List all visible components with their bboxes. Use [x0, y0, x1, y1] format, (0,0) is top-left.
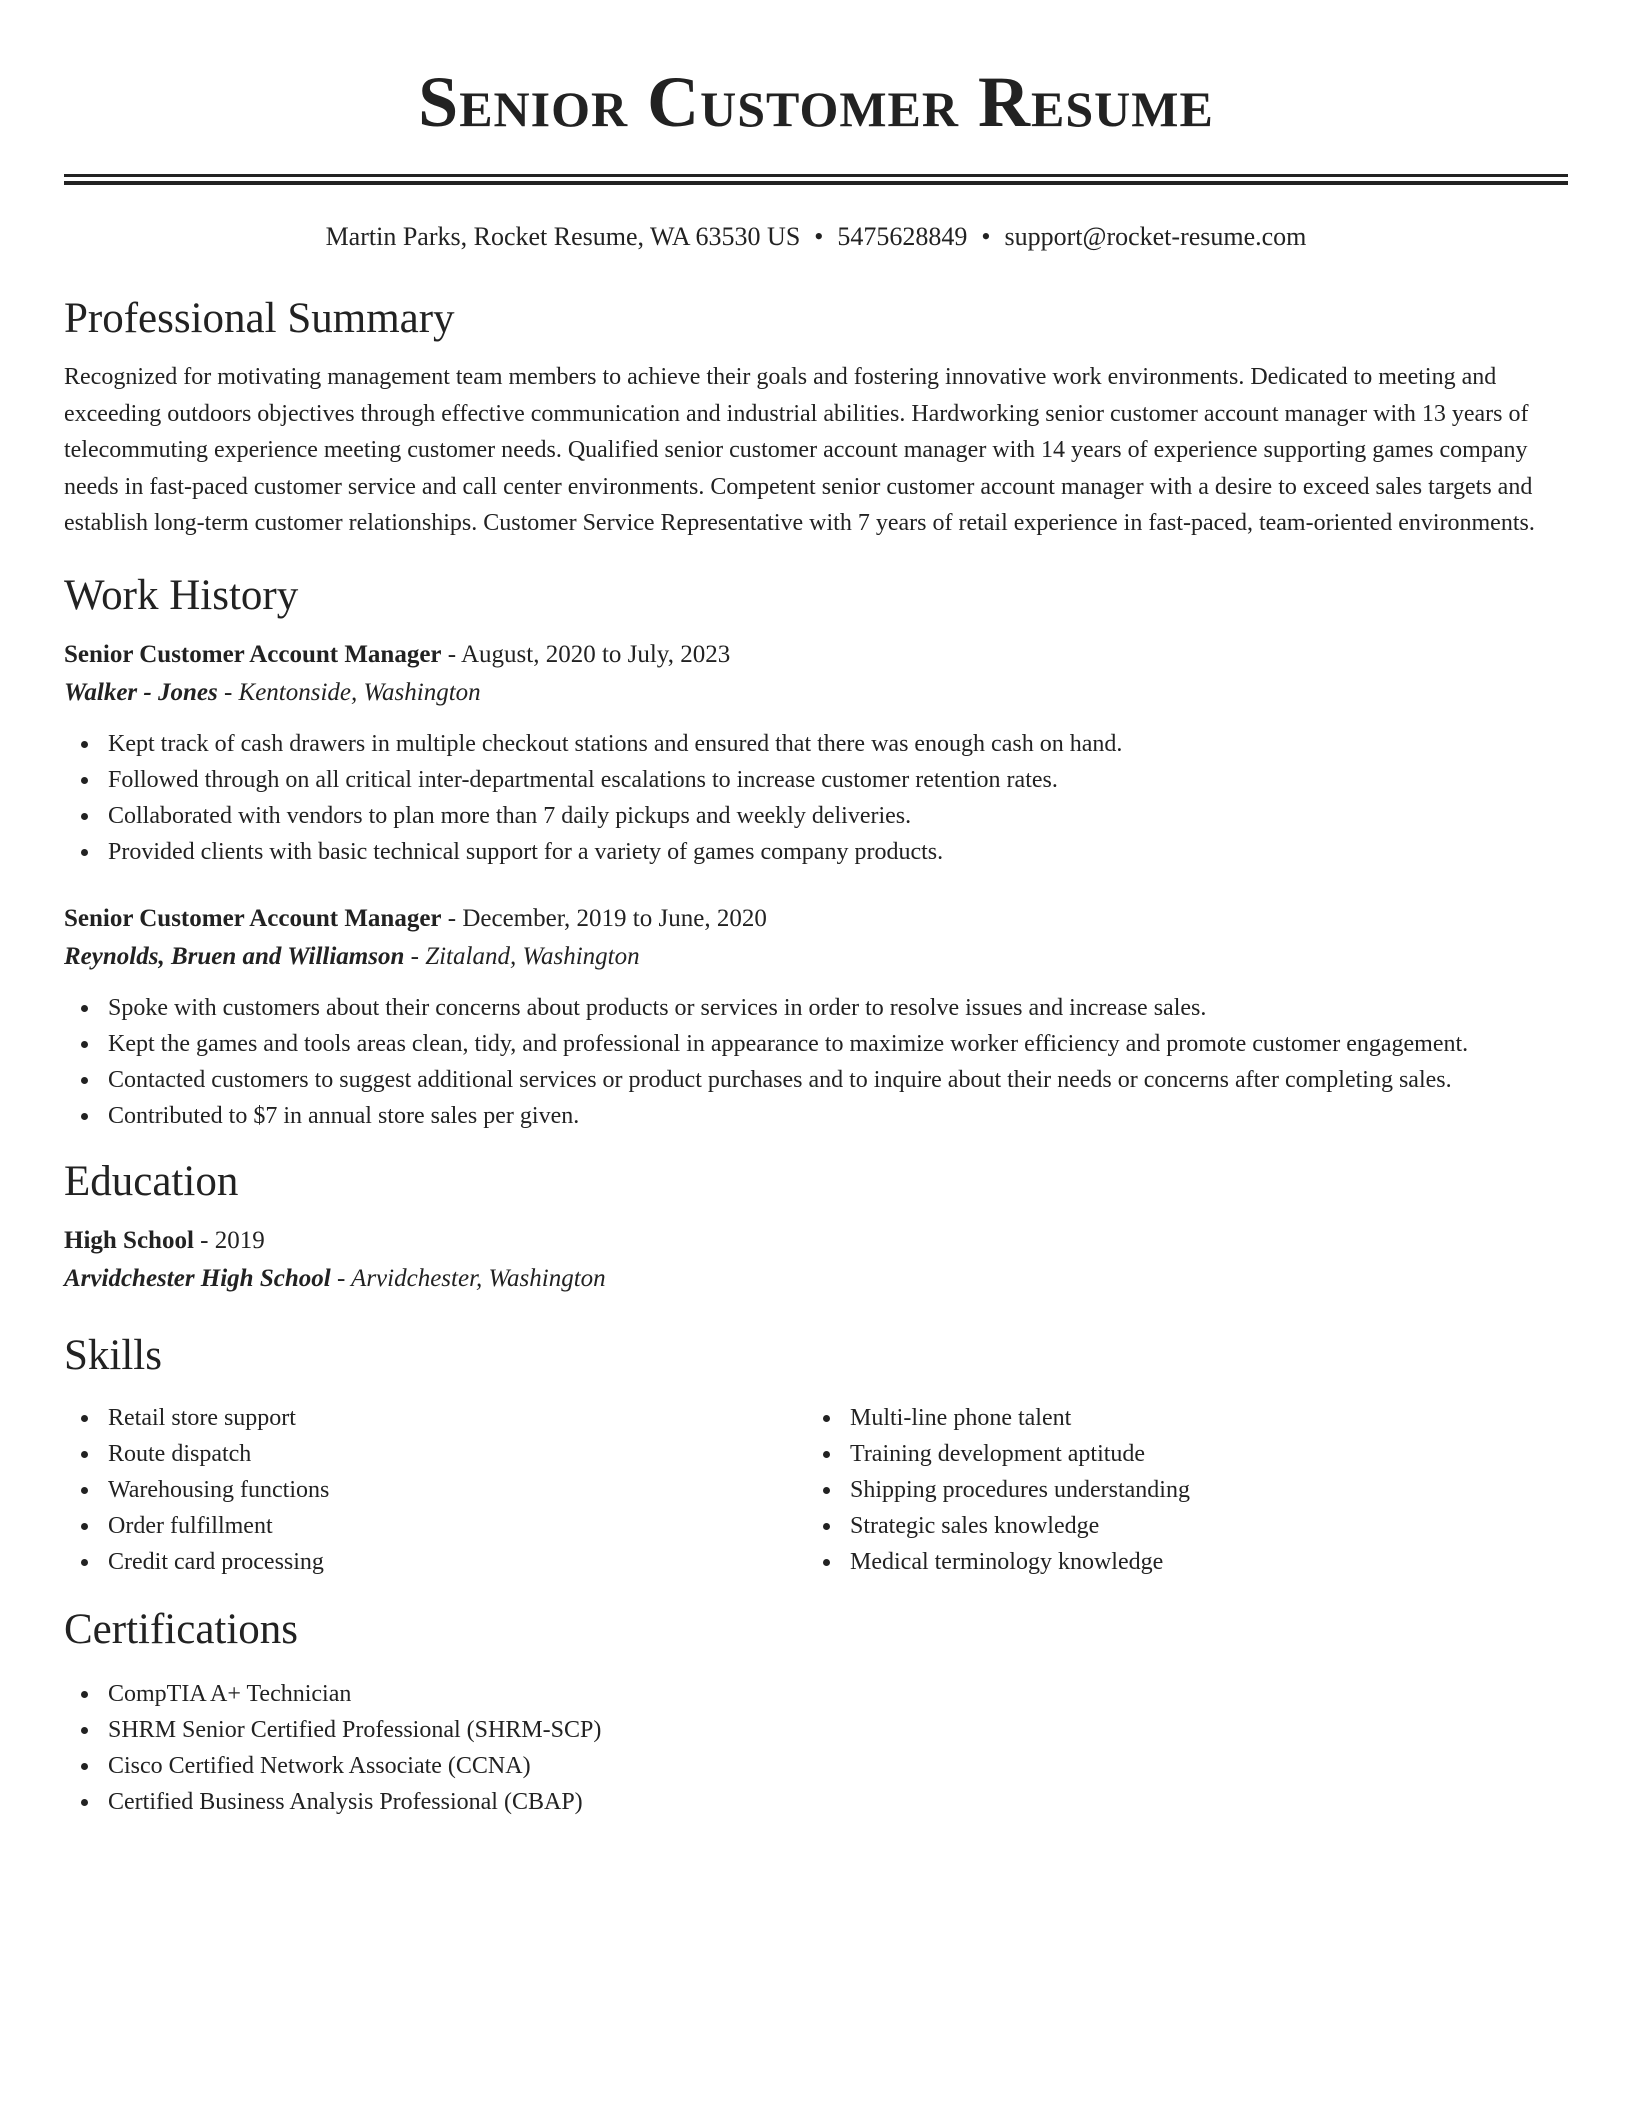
- job-title-line: [64, 636, 1568, 674]
- list-item: Cisco Certified Network Associate (CCNA): [64, 1748, 1568, 1784]
- job-employer: Reynolds, Bruen and Williamson: [64, 942, 405, 970]
- list-item: Certified Business Analysis Professional (CBAP): [64, 1784, 1568, 1820]
- job-employer-line: [64, 674, 1568, 712]
- work-history-section: [64, 570, 1568, 1134]
- section-heading-skills: Skills: [64, 1331, 162, 1379]
- list-item: Order fulfillment: [64, 1508, 806, 1544]
- job-employer: Walker - Jones: [64, 678, 218, 706]
- education-section: [64, 1156, 1568, 1298]
- job-dates: - December, 2019 to June, 2020: [441, 904, 767, 932]
- list-item: Route dispatch: [64, 1436, 806, 1472]
- list-item: Medical terminology knowledge: [806, 1544, 1548, 1580]
- list-item: Multi-line phone talent: [806, 1400, 1548, 1436]
- list-item: Followed through on all critical inter-departmental escalations to increase customer retention rates.: [64, 762, 1568, 798]
- list-item: Credit card processing: [64, 1544, 806, 1580]
- school-line: [64, 1260, 1568, 1298]
- list-item: Contributed to $7 in annual store sales per given.: [64, 1098, 1568, 1134]
- job-entry: [64, 900, 1568, 1134]
- school-location: - Arvidchester, Washington: [330, 1264, 606, 1292]
- resume-title: Senior Customer Resume: [418, 62, 1214, 142]
- skills-column-left: [64, 1400, 806, 1580]
- section-heading-education: Education: [64, 1157, 239, 1205]
- list-item: Provided clients with basic technical support for a variety of games company products.: [64, 834, 1568, 870]
- school-name: Arvidchester High School: [64, 1264, 331, 1292]
- job-dates: - August, 2020 to July, 2023: [441, 640, 731, 668]
- section-heading-work: Work History: [64, 571, 299, 619]
- contact-address: Martin Parks, Rocket Resume, WA 63530 US: [325, 222, 801, 251]
- list-item: Contacted customers to suggest additional services or product purchases and to inquire about their needs or concerns after completing sales.: [64, 1062, 1568, 1098]
- job-bullets: [64, 726, 1568, 870]
- degree-line: [64, 1222, 1568, 1260]
- professional-summary-section: [64, 293, 1568, 542]
- job-entry: [64, 636, 1568, 870]
- contact-separator: •: [814, 222, 824, 251]
- list-item: Kept track of cash drawers in multiple checkout stations and ensured that there was enough cash on hand.: [64, 726, 1568, 762]
- list-item: Kept the games and tools areas clean, tidy, and professional in appearance to maximize worker efficiency and promote customer engagement.: [64, 1026, 1568, 1062]
- list-item: CompTIA A+ Technician: [64, 1676, 1568, 1712]
- contact-phone: 5475628849: [837, 222, 968, 251]
- list-item: Collaborated with vendors to plan more than 7 daily pickups and weekly deliveries.: [64, 798, 1568, 834]
- skills-column-right: [806, 1400, 1548, 1580]
- job-location: - Kentonside, Washington: [217, 678, 481, 706]
- job-employer-line: [64, 938, 1568, 976]
- certifications-list: [64, 1676, 1568, 1820]
- list-item: Shipping procedures understanding: [806, 1472, 1548, 1508]
- education-entry: [64, 1222, 1568, 1298]
- list-item: Warehousing functions: [64, 1472, 806, 1508]
- contact-separator: •: [981, 222, 991, 251]
- job-title-line: [64, 900, 1568, 938]
- job-bullets: [64, 990, 1568, 1134]
- job-location: - Zitaland, Washington: [404, 942, 640, 970]
- contact-line: [64, 219, 1568, 255]
- skills-grid: [64, 1400, 1568, 1580]
- skills-section: [64, 1330, 1568, 1580]
- section-heading-certifications: Certifications: [64, 1605, 299, 1653]
- contact-email: support@rocket-resume.com: [1004, 222, 1307, 251]
- list-item: Training development aptitude: [806, 1436, 1548, 1472]
- job-title: Senior Customer Account Manager: [64, 904, 442, 932]
- list-item: Spoke with customers about their concerns about products or services in order to resolve issues and increase sales.: [64, 990, 1568, 1026]
- list-item: SHRM Senior Certified Professional (SHRM-SCP): [64, 1712, 1568, 1748]
- section-heading-summary: Professional Summary: [64, 295, 455, 342]
- graduation-year: - 2019: [193, 1226, 265, 1254]
- list-item: Retail store support: [64, 1400, 806, 1436]
- job-title: Senior Customer Account Manager: [64, 640, 442, 668]
- title-double-rule: [64, 174, 1568, 185]
- list-item: Strategic sales knowledge: [806, 1508, 1548, 1544]
- summary-text: Recognized for motivating management team members to achieve their goals and fostering innovative work environments. Dedicated to meeting and exceeding outdoors objectives through effective communication and industrial abilities. Hardworking senior customer account manager with 13 years of telecommuting experience meeting customer needs. Qualified senior customer account manager with 14 years of experience supporting games company needs in fast-paced customer service and call center environments. Competent senior customer account manager with a desire to exceed sales targets and establish long-term customer relationships. Customer Service Representative with 7 years of retail experience in fast-paced, team-oriented environments.: [64, 364, 1535, 536]
- degree: High School: [64, 1226, 194, 1254]
- certifications-section: [64, 1604, 1568, 1820]
